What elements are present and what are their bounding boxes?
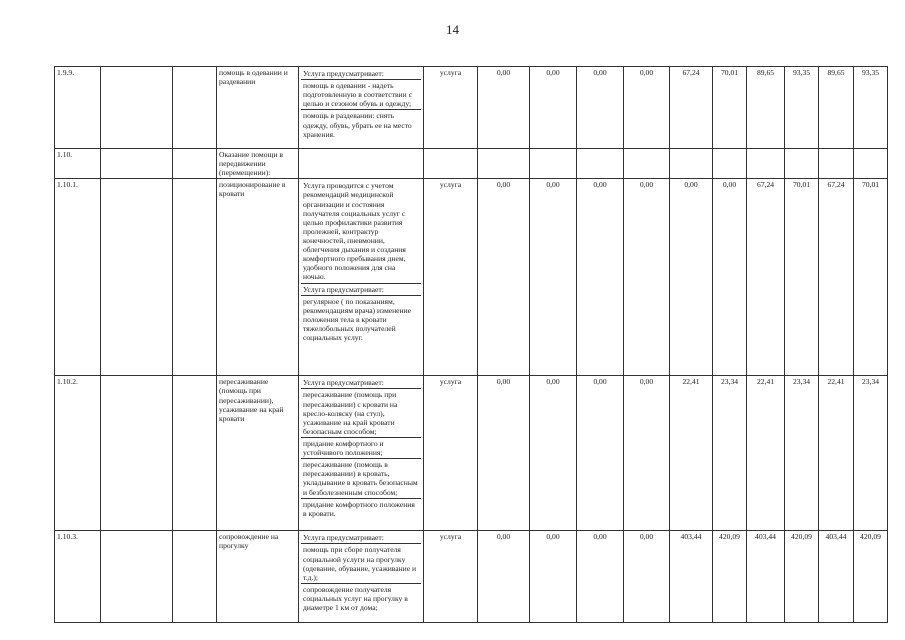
service-description-line: помощь в раздевании: снять одежду, обувь, убрать ее на место хранения. xyxy=(303,111,412,139)
value-cell: 22,41 xyxy=(819,376,854,531)
value-cell: 93,35 xyxy=(854,67,888,149)
row-code: 1.10. xyxy=(55,149,101,179)
service-name: сопровождение на прогулку xyxy=(217,531,299,623)
value-cell xyxy=(854,149,888,179)
unit-cell xyxy=(424,149,478,179)
unit-cell: услуга xyxy=(424,376,478,531)
service-description xyxy=(299,531,424,623)
value-cell: 420,09 xyxy=(854,531,888,623)
value-cell: 67,24 xyxy=(670,67,713,149)
value-cell: 0,00 xyxy=(670,179,713,376)
service-description-line: придание комфортного положения в кровати. xyxy=(303,499,415,518)
value-cell xyxy=(747,149,785,179)
value-cell: 70,01 xyxy=(785,179,819,376)
empty-cell xyxy=(173,67,217,149)
value-cell: 0,00 xyxy=(478,179,530,376)
service-name: Оказание помощи в передвижении (перемещении): xyxy=(217,149,299,179)
value-cell: 0,00 xyxy=(530,531,577,623)
value-cell: 0,00 xyxy=(577,531,624,623)
empty-cell xyxy=(101,179,173,376)
value-cell: 0,00 xyxy=(624,67,670,149)
value-cell: 0,00 xyxy=(577,376,624,531)
unit-cell: услуга xyxy=(424,179,478,376)
value-cell: 22,41 xyxy=(670,376,713,531)
value-cell xyxy=(713,149,747,179)
unit-cell: услуга xyxy=(424,531,478,623)
value-cell: 0,00 xyxy=(577,67,624,149)
row-code: 1.10.1. xyxy=(55,179,101,376)
empty-cell xyxy=(101,67,173,149)
service-description xyxy=(299,179,424,376)
empty-cell xyxy=(173,376,217,531)
value-cell: 70,01 xyxy=(713,67,747,149)
tariff-table xyxy=(54,66,888,623)
service-name: позиционирование в кровати xyxy=(217,179,299,376)
service-description xyxy=(299,376,424,531)
service-description-line: помощь при сборе получателя социальной услуги на прогулку (одевание, обувание, усаживание и т.д.); xyxy=(301,544,421,583)
service-description-line: Услуга предусматривает: xyxy=(301,284,421,296)
service-description-line: Услуга предусматривает: xyxy=(301,532,421,544)
table-row xyxy=(55,67,888,149)
service-description-line: Услуга проводится с учетом рекомендаций медицинской организации и состояния получателя социальных услуг с целью профилактики развития пролежней, контрактур конечностей, пневмонии, облегчения дыхания и создания комфортного пребывания днем, удобного положения для сна ночью. xyxy=(301,180,421,283)
value-cell: 403,44 xyxy=(747,531,785,623)
value-cell: 67,24 xyxy=(747,179,785,376)
value-cell: 93,35 xyxy=(785,67,819,149)
page-number: 14 xyxy=(446,22,459,37)
value-cell: 0,00 xyxy=(624,531,670,623)
service-name: помощь в одевании и раздевании xyxy=(217,67,299,149)
service-name: пересаживание (помощь при пересаживании), усаживание на край кровати xyxy=(217,376,299,531)
value-cell: 420,09 xyxy=(713,531,747,623)
service-description-line: пересаживание (помощь при пересаживании) с кровати на кресло-коляску (на стул), усаживание на край кровати безопасным способом; xyxy=(301,389,421,438)
service-description-line: Услуга предусматривает: xyxy=(301,68,421,80)
table-row xyxy=(55,531,888,623)
value-cell xyxy=(530,149,577,179)
value-cell: 23,34 xyxy=(713,376,747,531)
empty-cell xyxy=(101,531,173,623)
empty-cell xyxy=(101,376,173,531)
value-cell: 403,44 xyxy=(670,531,713,623)
service-description xyxy=(299,149,424,179)
value-cell: 23,34 xyxy=(785,376,819,531)
value-cell: 67,24 xyxy=(819,179,854,376)
value-cell: 0,00 xyxy=(624,376,670,531)
value-cell: 420,09 xyxy=(785,531,819,623)
value-cell xyxy=(624,149,670,179)
value-cell: 0,00 xyxy=(530,376,577,531)
table-row xyxy=(55,179,888,376)
unit-cell: услуга xyxy=(424,67,478,149)
empty-cell xyxy=(173,179,217,376)
value-cell xyxy=(577,149,624,179)
row-code: 1.10.2. xyxy=(55,376,101,531)
value-cell: 0,00 xyxy=(530,67,577,149)
value-cell xyxy=(670,149,713,179)
value-cell: 0,00 xyxy=(624,179,670,376)
value-cell: 0,00 xyxy=(530,179,577,376)
service-description-line: придание комфортного и устойчивого положения; xyxy=(301,438,421,459)
value-cell: 0,00 xyxy=(478,531,530,623)
row-code: 1.10.3. xyxy=(55,531,101,623)
service-description-line: пересаживание (помощь в пересаживании) в кровать, укладывание в кровать безопасным и безболезненным способом; xyxy=(301,459,421,498)
service-description-line: регулярное ( по показаниям, рекомендациям врача) изменение положения тела в кровати тяжелобольных получателей социальных услуг. xyxy=(303,296,412,343)
service-description xyxy=(299,67,424,149)
row-code: 1.9.9. xyxy=(55,67,101,149)
value-cell: 0,00 xyxy=(577,179,624,376)
value-cell: 89,65 xyxy=(819,67,854,149)
empty-cell xyxy=(101,149,173,179)
value-cell xyxy=(785,149,819,179)
value-cell: 0,00 xyxy=(478,67,530,149)
value-cell: 22,41 xyxy=(747,376,785,531)
service-description-line: сопровождение получателя социальных услуг на прогулку в диаметре 1 км от дома; xyxy=(303,584,408,613)
value-cell: 89,65 xyxy=(747,67,785,149)
value-cell xyxy=(478,149,530,179)
empty-cell xyxy=(173,531,217,623)
value-cell: 403,44 xyxy=(819,531,854,623)
empty-cell xyxy=(173,149,217,179)
value-cell xyxy=(819,149,854,179)
service-description-line: Услуга предусматривает: xyxy=(301,377,421,389)
value-cell: 70,01 xyxy=(854,179,888,376)
table-row xyxy=(55,149,888,179)
service-description-line: помощь в одевании - надеть подготовленную в соответствии с целью и сезоном обувь и одежду; xyxy=(301,80,421,110)
value-cell: 0,00 xyxy=(713,179,747,376)
table-row xyxy=(55,376,888,531)
value-cell: 23,34 xyxy=(854,376,888,531)
value-cell: 0,00 xyxy=(478,376,530,531)
